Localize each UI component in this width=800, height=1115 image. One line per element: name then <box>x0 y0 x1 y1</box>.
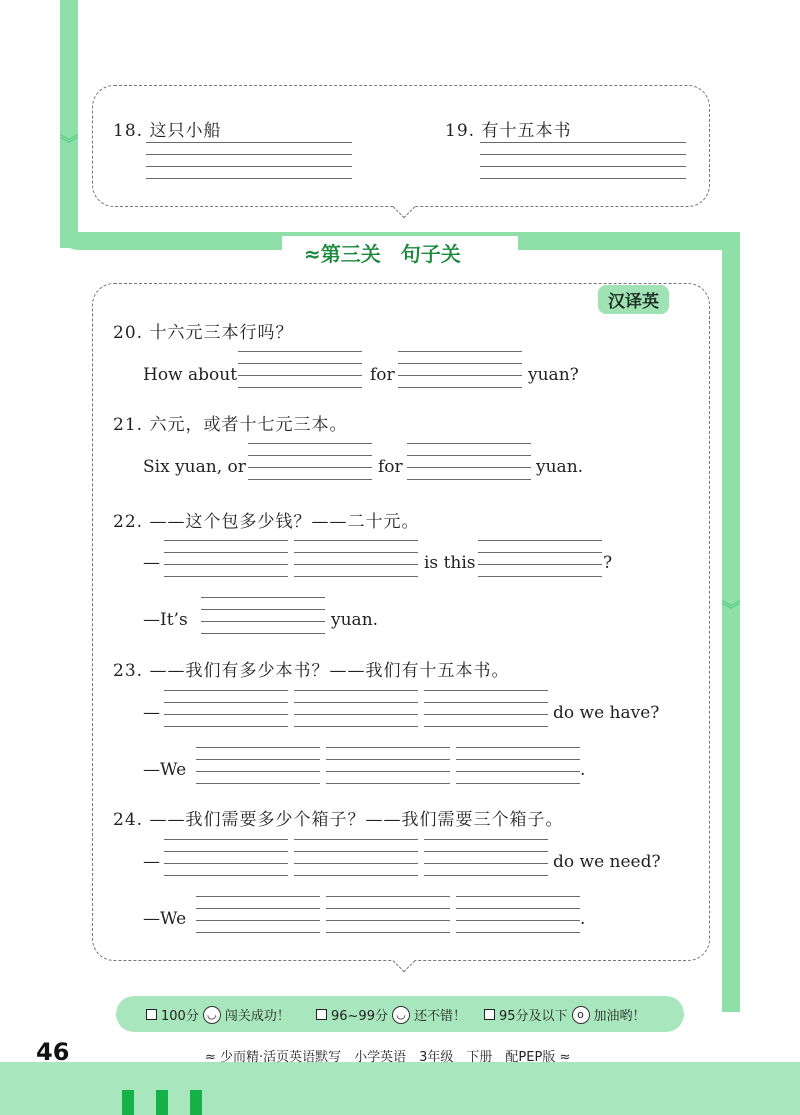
bottom-stripe-1 <box>122 1090 134 1115</box>
answer-lines-19[interactable] <box>480 142 686 180</box>
question-22: 22. ——这个包多少钱？——二十元。 <box>113 512 420 532</box>
score-checkbox-96[interactable] <box>316 1009 327 1020</box>
frame-right-bar <box>722 232 740 1012</box>
q21-text-b: for <box>378 457 403 477</box>
q21-blank-2[interactable] <box>407 443 531 481</box>
cheer-face-icon: o <box>572 1006 590 1024</box>
chevron-left-icon: ︾ <box>60 134 78 155</box>
q22-text-d: yuan. <box>331 610 379 630</box>
q23-text-b: —We <box>143 760 187 780</box>
q23-text-a: do we have? <box>553 703 660 723</box>
q20-blank-1[interactable] <box>238 351 362 389</box>
q20-text-a: How about <box>143 365 238 385</box>
q24-blank-2[interactable] <box>294 839 418 877</box>
q23-blank-2[interactable] <box>294 690 418 728</box>
question-18: 18. 这只小船 <box>113 121 222 141</box>
score-checkbox-100[interactable] <box>146 1009 157 1020</box>
q21-text-a: Six yuan, or <box>143 457 246 477</box>
q24-blank-5[interactable] <box>326 896 450 934</box>
section-tag: 汉译英 <box>598 285 669 314</box>
frame-bottom-wave <box>0 1062 800 1115</box>
q24-text-c: . <box>580 909 586 929</box>
score-label-100: 100分 <box>161 1009 199 1024</box>
q22-text-c: —It’s <box>143 610 188 630</box>
page-number: 46 <box>36 1038 70 1066</box>
q23-blank-3[interactable] <box>424 690 548 728</box>
q23-blank-5[interactable] <box>326 747 450 785</box>
question-23: 23. ——我们有多少本书？——我们有十五本书。 <box>113 661 510 681</box>
q20-blank-2[interactable] <box>398 351 522 389</box>
q22-blank-3[interactable] <box>478 540 602 578</box>
q23-blank-1[interactable] <box>164 690 288 728</box>
q23-dash: — <box>143 703 160 723</box>
q22-dash: — <box>143 553 160 573</box>
q24-text-a: do we need? <box>553 852 661 872</box>
q22-text-b: ? <box>603 553 613 573</box>
score-item-100 <box>146 1005 290 1024</box>
frame-left-top-bar <box>60 0 78 248</box>
bottom-stripe-2 <box>156 1090 168 1115</box>
score-msg-100: 闯关成功！ <box>224 1009 290 1024</box>
q23-text-c: . <box>580 760 586 780</box>
question-24: 24. ——我们需要多少个箱子？——我们需要三个箱子。 <box>113 810 564 830</box>
question-21: 21. 六元，或者十七元三本。 <box>113 415 348 435</box>
chevron-right-icon: ︾ <box>722 600 740 621</box>
score-checkbox-95[interactable] <box>484 1009 495 1020</box>
q24-blank-3[interactable] <box>424 839 548 877</box>
score-label-96: 96~99分 <box>331 1009 388 1024</box>
q22-blank-2[interactable] <box>294 540 418 578</box>
question-19: 19. 有十五本书 <box>445 121 572 141</box>
score-item-96 <box>316 1005 466 1024</box>
q24-blank-6[interactable] <box>456 896 580 934</box>
q24-blank-1[interactable] <box>164 839 288 877</box>
score-bar <box>116 996 684 1032</box>
score-msg-95: 加油哟！ <box>593 1009 646 1024</box>
answer-lines-18[interactable] <box>146 142 352 180</box>
q22-text-a: is this <box>424 553 476 573</box>
score-label-95: 95分及以下 <box>499 1009 568 1024</box>
smile-face-icon: ◡ <box>392 1006 410 1024</box>
q24-dash: — <box>143 852 160 872</box>
q20-text-c: yuan? <box>528 365 579 385</box>
question-20: 20. 十六元三本行吗？ <box>113 323 294 343</box>
q20-text-b: for <box>370 365 395 385</box>
q21-text-c: yuan. <box>536 457 584 477</box>
q22-blank-4[interactable] <box>201 597 325 635</box>
q22-blank-1[interactable] <box>164 540 288 578</box>
score-item-95 <box>484 1005 646 1024</box>
bottom-stripe-3 <box>190 1090 202 1115</box>
q23-blank-6[interactable] <box>456 747 580 785</box>
q21-blank-1[interactable] <box>248 443 372 481</box>
q24-blank-4[interactable] <box>196 896 320 934</box>
q23-blank-4[interactable] <box>196 747 320 785</box>
score-msg-96: 还不错！ <box>413 1009 466 1024</box>
q24-text-b: —We <box>143 909 187 929</box>
footer-text: ≈ 少而精·活页英语默写 小学英语 3年级 下册 配PEP版 ≈ <box>205 1050 571 1065</box>
happy-face-icon: ◡ <box>203 1006 221 1024</box>
section-title: ≈第三关 句子关 <box>304 242 461 266</box>
